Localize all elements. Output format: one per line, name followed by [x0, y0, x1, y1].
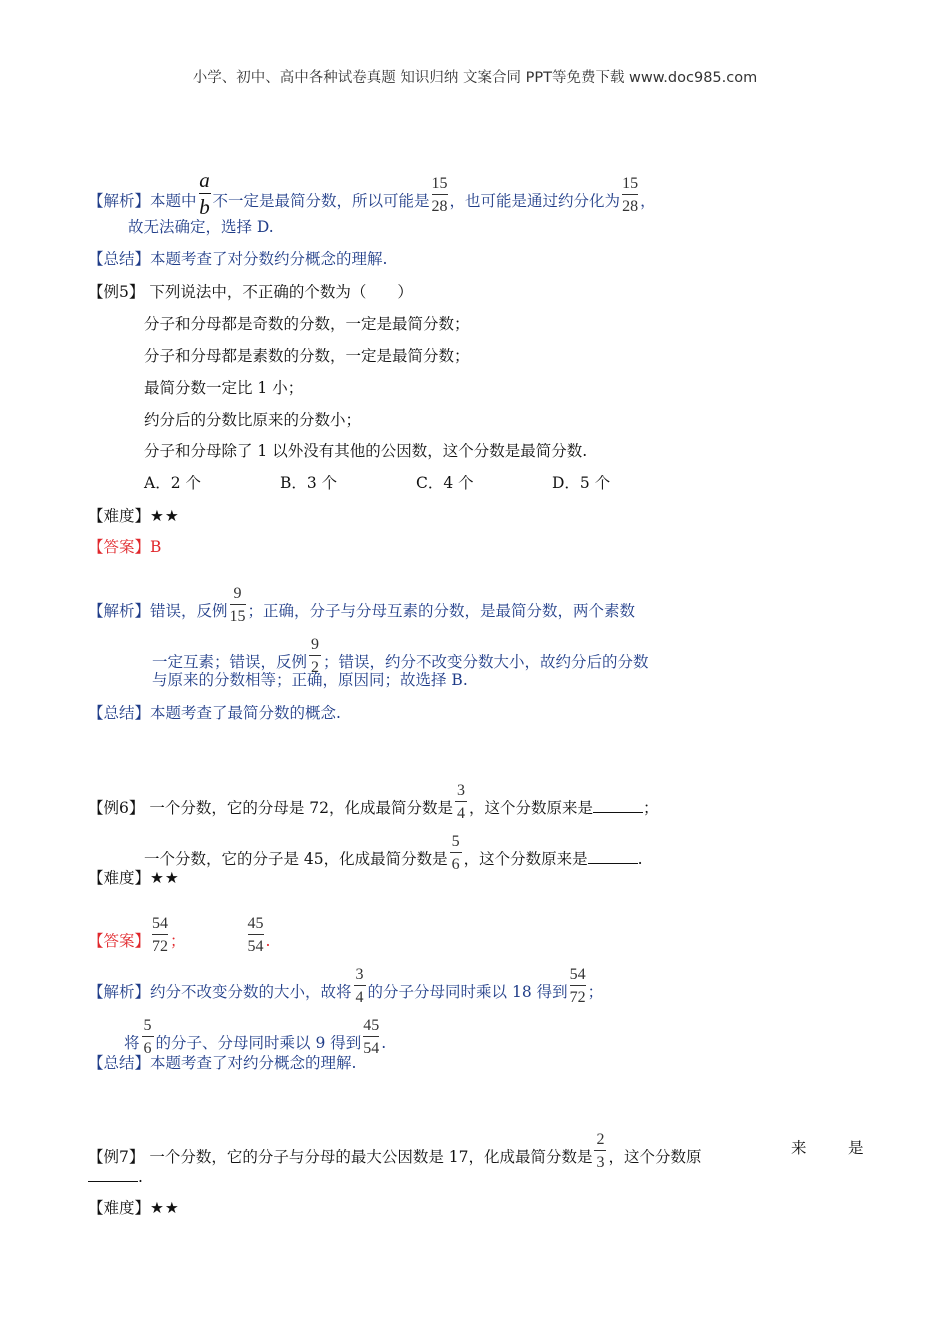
- answer-line: [88, 537, 161, 557]
- analysis-line: 【解析】本题中 $\frac{a}{b}$ 不一定是最简分数，所以可能是 $\frac{15}{28}$ ，也可能是通过约分化为 $\frac{15}{28}$ ，: [88, 168, 656, 219]
- answer-blank[interactable]: [593, 798, 643, 813]
- example7-blank-line: .: [88, 1167, 143, 1187]
- summary-line: 【总结】本题考查了对约分概念的理解.: [88, 1054, 357, 1072]
- summary-label: 【总结】: [88, 704, 151, 722]
- fraction: $\frac{9}{2}$: [311, 636, 320, 676]
- analysis-conclusion: 故无法确定，选择 D.: [128, 218, 274, 236]
- summary-label: 【总结】: [88, 250, 151, 268]
- analysis-label: 【解析】: [88, 192, 151, 210]
- fraction: $\frac{54}{72}$: [569, 966, 586, 1006]
- fraction-a-over-b: $\frac{a}{b}$: [199, 168, 210, 219]
- analysis-line: 一定互素；错误，反例 $\frac{9}{2}$ ；错误，约分不改变分数大小，故约分后的分数: [152, 636, 649, 676]
- example6-question-2: 一个分数，它的分子是 45，化成最简分数是 $\frac{5}{6}$ ，这个分数原来是 .: [144, 833, 643, 873]
- example5-question: 【例5】 下列说法中，不正确的个数为（ ）: [88, 283, 413, 301]
- answer-blank[interactable]: [88, 1167, 138, 1182]
- example7-label: 【例7】: [88, 1148, 145, 1166]
- analysis-line: 【解析】错误，反例 $\frac{9}{15}$ ；正确，分子与分母互素的分数，是最简分数，两个素数: [88, 585, 636, 625]
- difficulty-label: 【难度】: [88, 1199, 151, 1217]
- statement-5: 分子和分母除了 1 以外没有其他的公因数，这个分数是最简分数.: [144, 442, 588, 460]
- example6-label: 【例6】: [88, 799, 145, 817]
- answer-line: 【答案】 $\frac{54}{72}$ ； $\frac{45}{54}$ .: [88, 915, 271, 955]
- summary-label: 【总结】: [88, 1054, 151, 1072]
- analysis-line: 与原来的分数相等；正确，原因同；故选择 B.: [152, 671, 468, 689]
- fraction: $\frac{45}{54}$: [247, 915, 264, 955]
- analysis-label: 【解析】: [88, 983, 151, 1001]
- example5-label: 【例5】: [88, 283, 145, 301]
- page-header: 小学、初中、高中各种试卷真题 知识归纳 文案合同 PPT等免费下载 www.doc985.com: [192, 70, 758, 86]
- option-c: C．4 个: [416, 474, 474, 492]
- difficulty-stars: ★★: [150, 869, 180, 887]
- answer-label: 【答案】: [88, 932, 151, 950]
- analysis-label: 【解析】: [88, 602, 151, 620]
- summary-line: 【总结】本题考查了对分数约分概念的理解.: [88, 250, 388, 268]
- option-b: B．3 个: [280, 474, 338, 492]
- difficulty-stars: ★★: [150, 507, 180, 525]
- statement-3: 最简分数一定比 1 小；: [144, 379, 304, 397]
- fraction: $\frac{5}{6}$: [451, 833, 460, 873]
- difficulty-line: [88, 1198, 180, 1218]
- statement-2: 分子和分母都是素数的分数，一定是最简分数；: [144, 347, 470, 365]
- fraction: $\frac{9}{15}$: [229, 585, 246, 625]
- fraction: $\frac{5}{6}$: [143, 1017, 152, 1057]
- fraction: $\frac{45}{54}$: [363, 1017, 380, 1057]
- summary-line: 【总结】本题考查了最简分数的概念.: [88, 704, 341, 722]
- option-d: D．5 个: [552, 474, 611, 492]
- fraction: $\frac{15}{28}$: [622, 175, 639, 215]
- difficulty-stars: ★★: [150, 1199, 180, 1217]
- answer-blank[interactable]: [588, 849, 638, 864]
- fraction: $\frac{3}{4}$: [456, 782, 465, 822]
- statement-1: 分子和分母都是奇数的分数，一定是最简分数；: [144, 315, 470, 333]
- example7-question: 【例7】 一个分数，它的分子与分母的最大公因数是 17，化成最简分数是 $\frac{2}{3}$ ，这个分数原 来 是: [88, 1131, 864, 1171]
- difficulty-line: [88, 868, 180, 888]
- analysis-line: 将 $\frac{5}{6}$ 的分子、分母同时乘以 9 得到 $\frac{45}{54}$ .: [124, 1017, 387, 1057]
- difficulty-label: 【难度】: [88, 507, 151, 525]
- fraction: $\frac{3}{4}$: [355, 966, 364, 1006]
- fraction: $\frac{2}{3}$: [596, 1131, 605, 1171]
- example6-question-1: 【例6】 一个分数，它的分母是 72，化成最简分数是 $\frac{3}{4}$ ，这个分数原来是 ；: [88, 782, 659, 822]
- fraction: $\frac{15}{28}$: [431, 175, 448, 215]
- analysis-line: 【解析】约分不改变分数的大小，故将 $\frac{3}{4}$ 的分子分母同时乘以 18 得到 $\frac{54}{72}$ ；: [88, 966, 604, 1006]
- difficulty-label: 【难度】: [88, 869, 151, 887]
- difficulty-line: [88, 506, 180, 526]
- answer-value: B: [150, 538, 162, 556]
- options-row: [144, 473, 610, 493]
- statement-4: 约分后的分数比原来的分数小；: [144, 411, 362, 429]
- answer-label: 【答案】: [88, 538, 151, 556]
- option-a: A．2 个: [144, 474, 201, 492]
- fraction: $\frac{54}{72}$: [152, 915, 169, 955]
